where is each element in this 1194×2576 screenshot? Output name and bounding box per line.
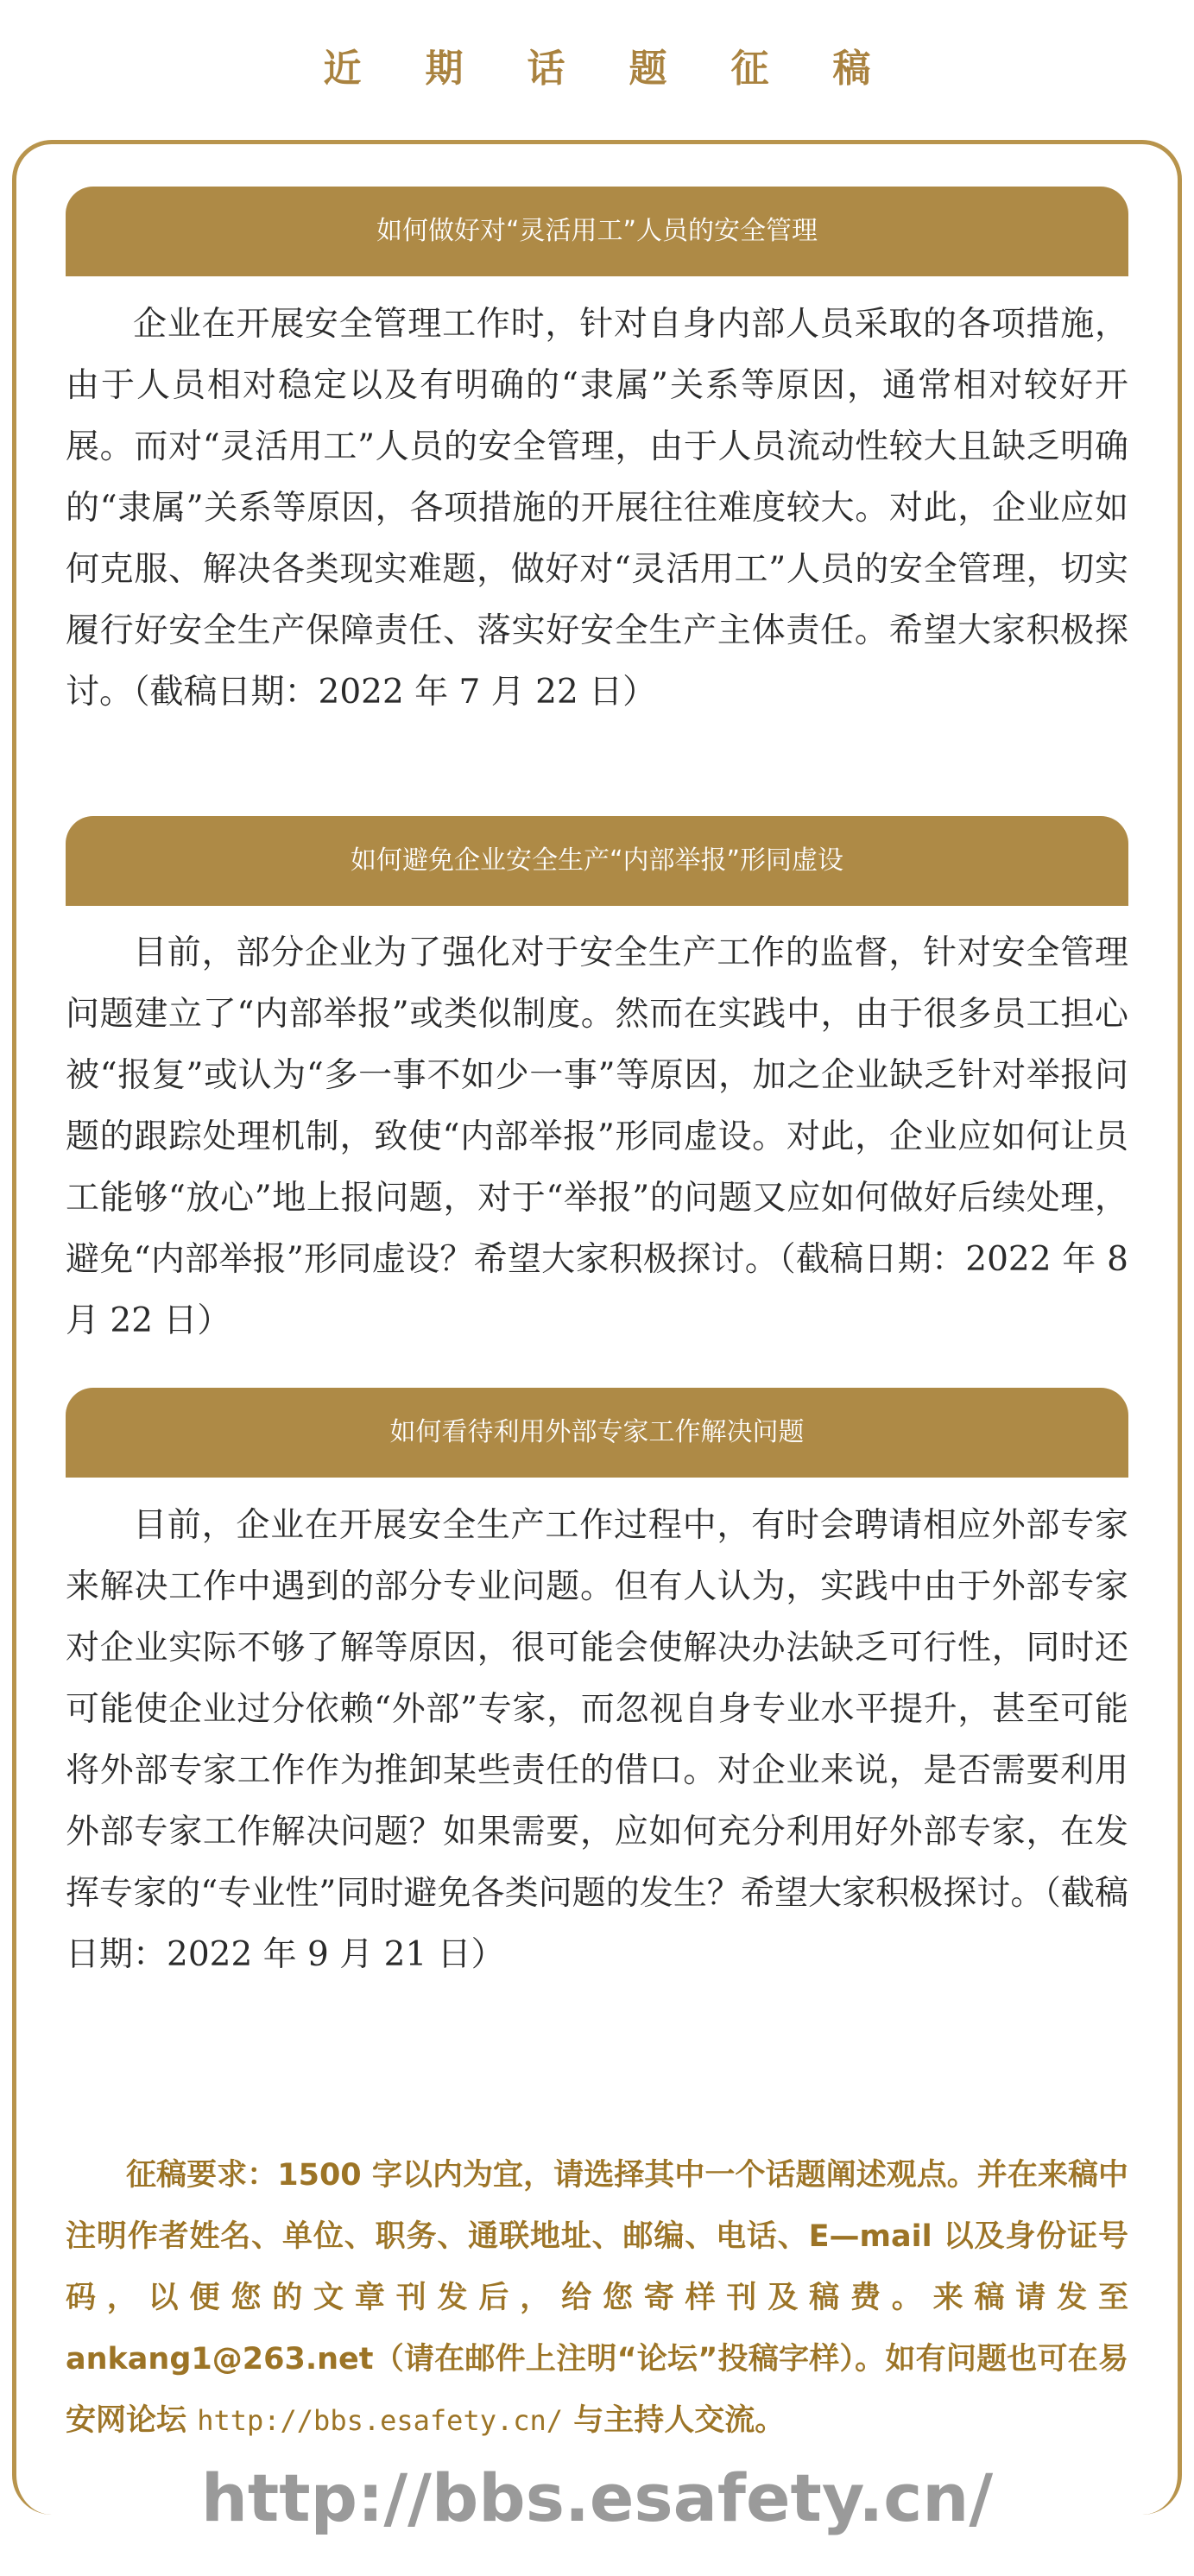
topic-1-title: 如何做好对“灵活用工”人员的安全管理 <box>66 187 1128 276</box>
forum-link[interactable]: http://bbs.esafety.cn/ <box>197 2404 564 2437</box>
topic-1-body: 企业在开展安全管理工作时，针对自身内部人员采取的各项措施，由于人员相对稳定以及有明确的“隶属”关系等原因，通常相对较好开展。而对“灵活用工”人员的安全管理，由于人员流动性较大且缺乏明确的“隶属”关系等原因，各项措施的开展往往难度较大。对此，企业应如何克服、解决各类现实难题，做好对“灵活用工”人员的安全管理，切实履行好安全生产保障责任、落实好安全生产主体责任。希望大家积极探讨。（截稿日期：2022 年 7 月 22 日） <box>66 305 1128 712</box>
topic-2-title: 如何避免企业安全生产“内部举报”形同虚设 <box>66 816 1128 906</box>
submission-notice <box>66 2145 1128 2452</box>
notice-text-end: 与主持人交流。 <box>563 2403 786 2438</box>
topic-3-title: 如何看待利用外部专家工作解决问题 <box>66 1388 1128 1478</box>
topic-3-body: 目前，企业在开展安全生产工作过程中，有时会聘请相应外部专家来解决工作中遇到的部分专业问题。但有人认为，实践中由于外部专家对企业实际不够了解等原因，很可能会使解决办法缺乏可行性，同时还可能使企业过分依赖“外部”专家，而忽视自身专业水平提升，甚至可能将外部专家工作作为推卸某些责任的借口。对企业来说，是否需要利用外部专家工作解决问题？如果需要，应如何充分利用好外部专家，在发挥专家的“专业性”同时避免各类问题的发生？希望大家积极探讨。（截稿日期：2022 年 9 月 21 日） <box>66 1506 1128 1974</box>
notice-text: 征稿要求：1500 字以内为宜，请选择其中一个话题阐述观点。并在来稿中注明作者姓名、单位、职务、通联地址、邮编、电话、E—mail 以及身份证号码，以便您的文章刊发后，给您寄样刊及稿费。来稿请发至 ankang1@263.net（请在邮件上注明“论坛”投稿字样）。如有问题也可在易安网论坛 <box>66 2158 1128 2438</box>
page-title: 近期话题征稿 <box>323 47 935 91</box>
topic-2-body: 目前，部分企业为了强化对于安全生产工作的监督，针对安全管理问题建立了“内部举报”或类似制度。然而在实践中，由于很多员工担心被“报复”或认为“多一事不如少一事”等原因，加之企业缺乏针对举报问题的跟踪处理机制，致使“内部举报”形同虚设。对此，企业应如何让员工能够“放心”地上报问题，对于“举报”的问题又应如何做好后续处理，避免“内部举报”形同虚设？希望大家积极探讨。（截稿日期：2022 年 8 月 22 日） <box>66 934 1128 1340</box>
footer-url[interactable]: http://bbs.esafety.cn/ <box>200 2459 994 2536</box>
